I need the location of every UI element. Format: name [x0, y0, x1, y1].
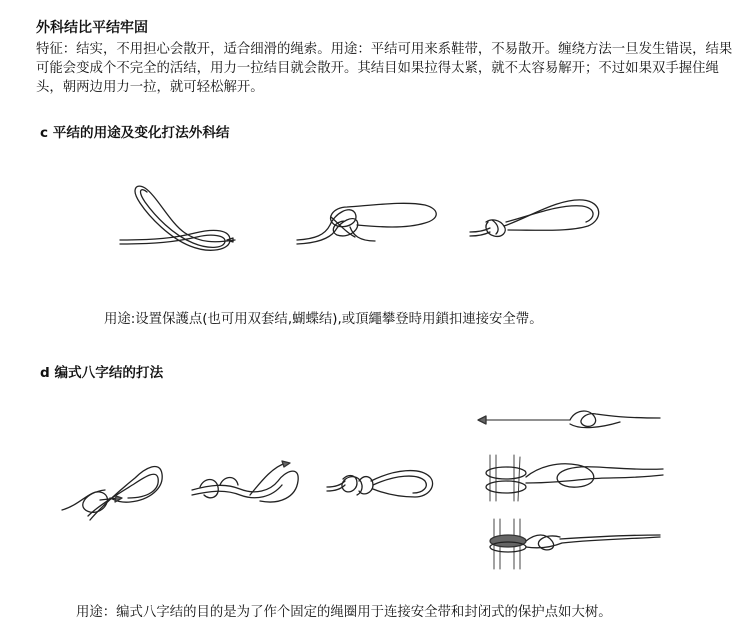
figure-eight-step2-illustration: [190, 455, 305, 520]
tree-anchor-step1-illustration: [470, 402, 665, 442]
section-c-caption: 用途:设置保護点(也可用双套结,蝴蝶结),或頂繩攀登時用鎖扣連接安全帶。: [104, 312, 543, 327]
surgeon-knot-step2-illustration: [295, 195, 445, 255]
figure-eight-step3-illustration: [325, 465, 440, 510]
description-paragraph: 特征：结实，不用担心会散开，适合细滑的绳索。用途：平结可用来系鞋带，不易散开。缠绕方法一旦发生错误，结果可能会变成个不完全的活结，用力一拉结目就会散开。其结目如果拉得太紧，就不太容易解开；不过如果双手握住绳头，朝两边用力一拉，就可轻松解开。: [36, 42, 733, 95]
section-c-heading: c 平结的用途及变化打法外科结: [40, 125, 230, 141]
section-d-caption: 用途：编式八字结的目的是为了作个固定的绳圈用于连接安全带和封闭式的保护点如大树。: [76, 605, 612, 620]
surgeon-knot-step3-illustration: [468, 190, 608, 250]
tree-anchor-step3-illustration: [480, 515, 665, 573]
section-title: 外科结比平结牢固: [36, 20, 148, 36]
section-d-heading: d 编式八字结的打法: [40, 365, 164, 381]
surgeon-knot-step1-illustration: [115, 178, 245, 263]
figure-eight-step1-illustration: [60, 450, 170, 530]
tree-anchor-step2-illustration: [478, 453, 668, 505]
